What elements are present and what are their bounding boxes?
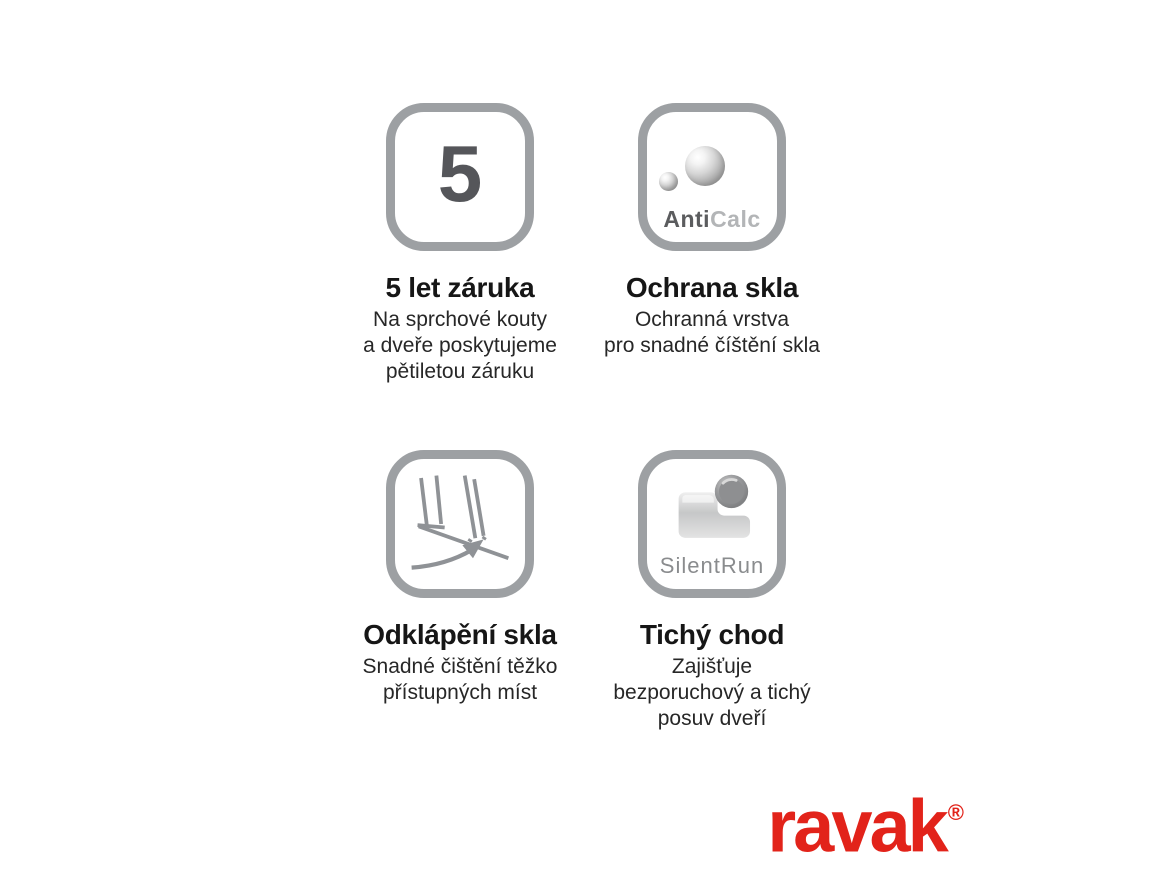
anticalc-wordmark (647, 206, 777, 233)
feature-text-line: Ochranná vrstva (634, 308, 790, 331)
bubble-large-icon (685, 146, 725, 186)
feature-text-line: posuv dveří (657, 707, 767, 730)
registered-trademark-icon: ® (947, 800, 964, 825)
feature-title-quiet-run: Tichý chod (639, 619, 785, 650)
feature-text-line: bezporuchový a tichý (613, 681, 811, 704)
anticalc-wordmark-anti: Anti (663, 206, 711, 232)
five-year-badge-icon (386, 103, 534, 251)
feature-card-warranty (334, 103, 586, 450)
glass-tilt-icon (386, 450, 534, 598)
feature-text-line: Snadné čištění těžko (362, 655, 558, 678)
bubble-small-icon (659, 172, 678, 191)
silentrun-roller-icon (638, 450, 786, 598)
ravak-logo-text: ravak (767, 784, 946, 868)
feature-title-glass-tilt: Odklápění skla (363, 619, 557, 650)
feature-text-line: pro snadné číštění skla (604, 334, 820, 357)
anticalc-wordmark-calc: Calc (710, 206, 761, 232)
feature-text-line: a dveře poskytujeme (363, 334, 557, 357)
feature-card-glass-tilt (334, 450, 586, 732)
ravak-logo (640, 782, 964, 868)
features-grid (334, 103, 838, 732)
feature-text-line: pětiletou záruku (385, 360, 535, 383)
feature-text-line: Zajišťuje (671, 655, 753, 678)
feature-title-warranty: 5 let záruka (385, 272, 535, 303)
feature-card-anticalc (586, 103, 838, 450)
feature-title-glass-protection: Ochrana skla (625, 272, 799, 303)
feature-card-silentrun (586, 450, 838, 732)
silentrun-wordmark: SilentRun (659, 553, 765, 578)
anticalc-bubbles-icon (638, 103, 786, 251)
feature-text-line: přístupných míst (382, 681, 538, 704)
feature-text-line: Na sprchové kouty (373, 308, 547, 331)
glass-tilt-drawing (401, 465, 519, 583)
silentrun-drawing (661, 467, 763, 553)
warranty-years-number: 5 (437, 129, 483, 218)
